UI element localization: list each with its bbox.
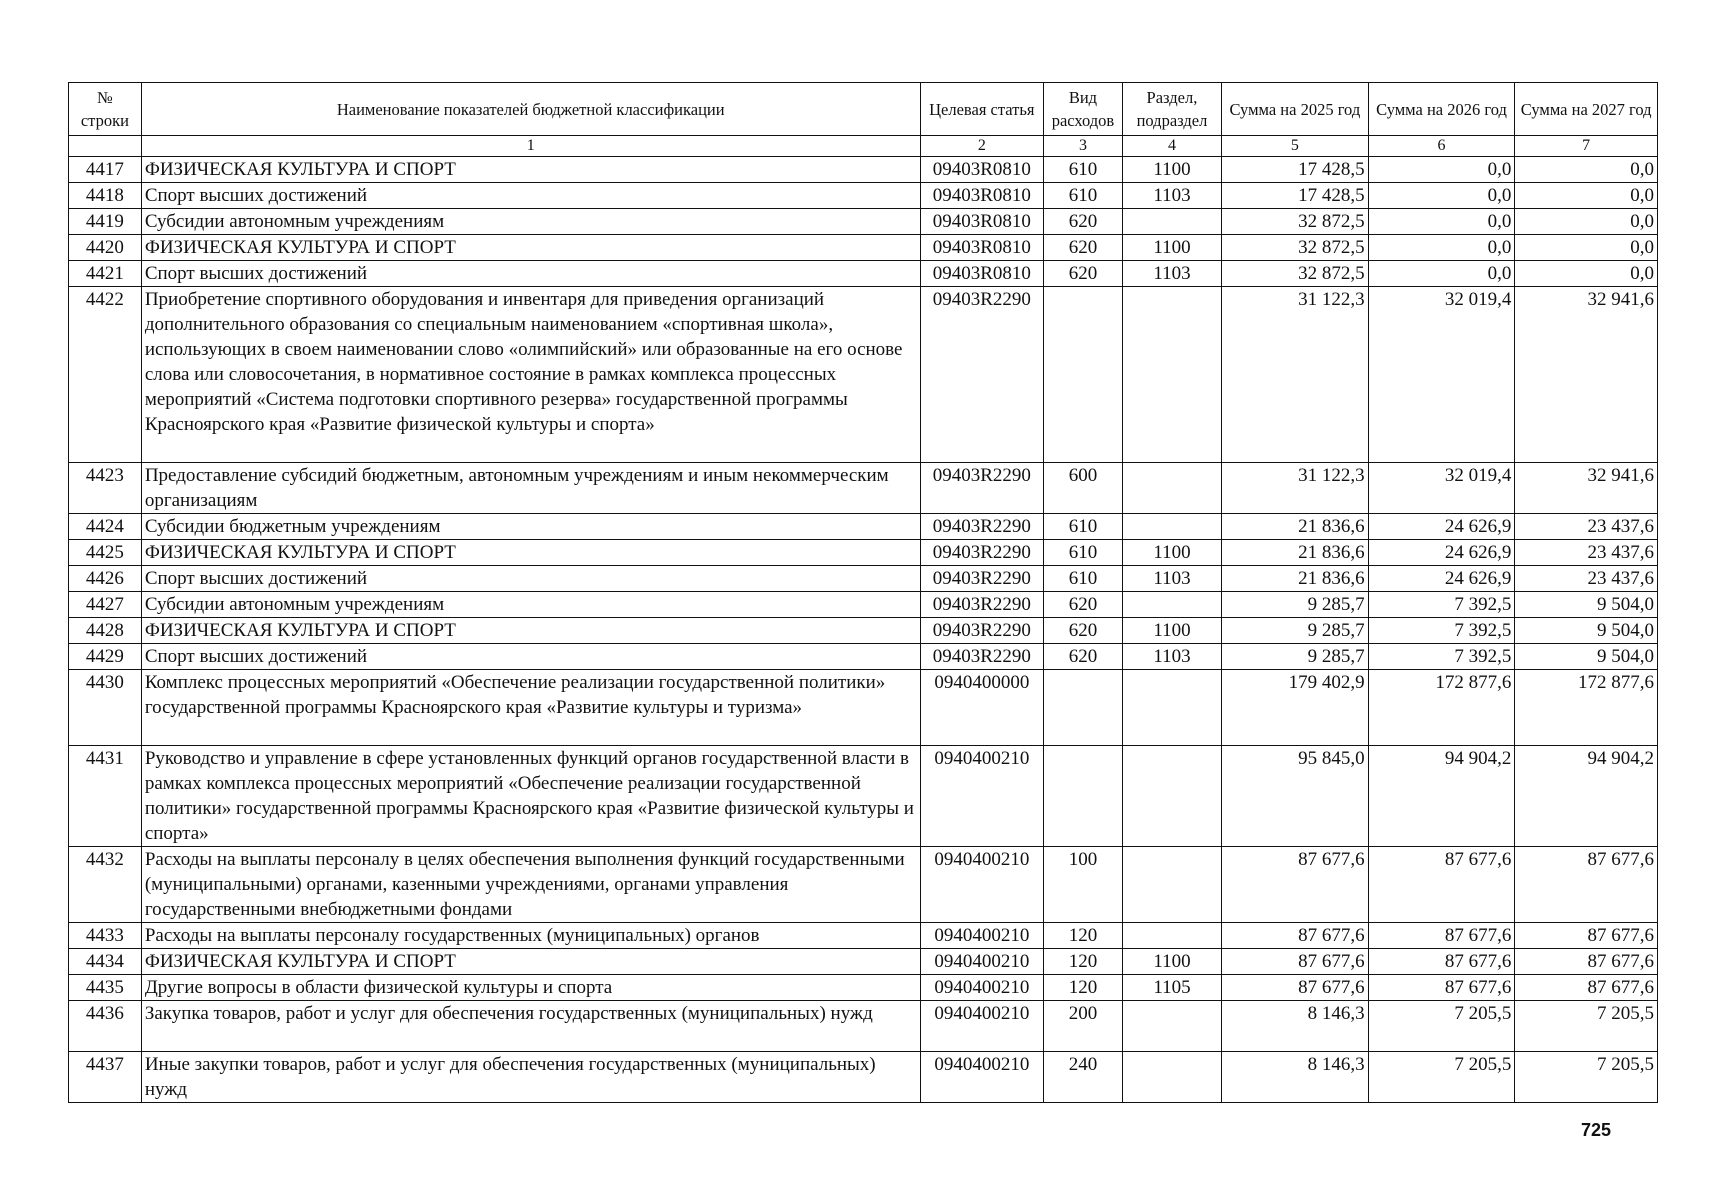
table-row	[69, 670, 1658, 746]
row-type: 610	[1044, 514, 1123, 540]
column-number: 4	[1122, 136, 1221, 157]
row-sum-2027: 0,0	[1515, 261, 1658, 287]
column-number: 7	[1515, 136, 1658, 157]
row-sum-2025: 9 285,7	[1222, 644, 1369, 670]
header-row-no: № строки	[69, 83, 142, 136]
row-sum-2025: 32 872,5	[1222, 235, 1369, 261]
row-sum-2027: 94 904,2	[1515, 746, 1658, 847]
row-sum-2025: 179 402,9	[1222, 670, 1369, 746]
row-name: Расходы на выплаты персоналу в целях обеспечения выполнения функций государственными (муниципальными) органами, казенными учреждениями, органами управления государственными внебюджетными фондами	[141, 847, 920, 923]
row-number: 4437	[69, 1052, 142, 1103]
row-sum-2025: 31 122,3	[1222, 463, 1369, 514]
row-name: ФИЗИЧЕСКАЯ КУЛЬТУРА И СПОРТ	[141, 618, 920, 644]
row-type: 620	[1044, 592, 1123, 618]
row-section	[1122, 1052, 1221, 1103]
table-row	[69, 183, 1658, 209]
header-target: Целевая статья	[920, 83, 1043, 136]
row-sum-2025: 87 677,6	[1222, 975, 1369, 1001]
row-sum-2027: 7 205,5	[1515, 1052, 1658, 1103]
row-sum-2026: 172 877,6	[1368, 670, 1515, 746]
row-section: 1100	[1122, 618, 1221, 644]
table-row	[69, 566, 1658, 592]
header-name: Наименование показателей бюджетной классификации	[141, 83, 920, 136]
header-sum-2026: Сумма на 2026 год	[1368, 83, 1515, 136]
row-sum-2027: 23 437,6	[1515, 540, 1658, 566]
row-type: 100	[1044, 847, 1123, 923]
row-target: 0940400210	[920, 746, 1043, 847]
row-section	[1122, 463, 1221, 514]
row-target: 09403R2290	[920, 618, 1043, 644]
row-number: 4434	[69, 949, 142, 975]
row-sum-2026: 0,0	[1368, 209, 1515, 235]
row-number: 4417	[69, 157, 142, 183]
table-row	[69, 644, 1658, 670]
row-section	[1122, 209, 1221, 235]
row-sum-2027: 9 504,0	[1515, 644, 1658, 670]
row-sum-2026: 7 205,5	[1368, 1001, 1515, 1052]
row-section: 1103	[1122, 261, 1221, 287]
row-sum-2027: 172 877,6	[1515, 670, 1658, 746]
budget-table	[68, 82, 1658, 1103]
row-sum-2027: 7 205,5	[1515, 1001, 1658, 1052]
row-target: 09403R0810	[920, 183, 1043, 209]
row-type: 620	[1044, 261, 1123, 287]
row-target: 09403R2290	[920, 463, 1043, 514]
row-target: 0940400210	[920, 847, 1043, 923]
row-name: Субсидии автономным учреждениям	[141, 209, 920, 235]
row-type	[1044, 287, 1123, 463]
row-name: Субсидии бюджетным учреждениям	[141, 514, 920, 540]
row-section	[1122, 847, 1221, 923]
row-target: 0940400210	[920, 949, 1043, 975]
table-row	[69, 235, 1658, 261]
row-target: 09403R2290	[920, 644, 1043, 670]
row-type: 620	[1044, 235, 1123, 261]
row-type: 620	[1044, 209, 1123, 235]
row-sum-2025: 87 677,6	[1222, 847, 1369, 923]
column-number: 6	[1368, 136, 1515, 157]
row-section	[1122, 514, 1221, 540]
row-number: 4435	[69, 975, 142, 1001]
row-sum-2027: 87 677,6	[1515, 949, 1658, 975]
row-name: Руководство и управление в сфере установленных функций органов государственной власти в рамках комплекса процессных мероприятий «Обеспечение реализации государственной политики» государственной программы Красноярского края «Развитие физической культуры и спорта»	[141, 746, 920, 847]
row-section	[1122, 1001, 1221, 1052]
row-sum-2026: 0,0	[1368, 235, 1515, 261]
table-row	[69, 540, 1658, 566]
row-section	[1122, 746, 1221, 847]
table-row	[69, 975, 1658, 1001]
row-target: 0940400210	[920, 975, 1043, 1001]
row-type: 610	[1044, 566, 1123, 592]
row-name: Спорт высших достижений	[141, 261, 920, 287]
row-sum-2025: 8 146,3	[1222, 1052, 1369, 1103]
row-type: 620	[1044, 644, 1123, 670]
row-type: 600	[1044, 463, 1123, 514]
row-section: 1100	[1122, 235, 1221, 261]
row-type: 240	[1044, 1052, 1123, 1103]
page-number: 725	[1580, 1120, 1611, 1140]
row-target: 09403R2290	[920, 287, 1043, 463]
header-type: Вид расходов	[1044, 83, 1123, 136]
row-sum-2025: 32 872,5	[1222, 209, 1369, 235]
row-sum-2027: 23 437,6	[1515, 514, 1658, 540]
table-row	[69, 923, 1658, 949]
row-sum-2025: 21 836,6	[1222, 514, 1369, 540]
row-number: 4432	[69, 847, 142, 923]
row-number: 4427	[69, 592, 142, 618]
row-number: 4420	[69, 235, 142, 261]
table-row	[69, 514, 1658, 540]
row-name: Спорт высших достижений	[141, 566, 920, 592]
row-target: 09403R0810	[920, 235, 1043, 261]
row-section: 1100	[1122, 949, 1221, 975]
row-sum-2026: 87 677,6	[1368, 975, 1515, 1001]
table-row	[69, 209, 1658, 235]
row-sum-2025: 21 836,6	[1222, 540, 1369, 566]
row-sum-2025: 17 428,5	[1222, 183, 1369, 209]
row-sum-2026: 0,0	[1368, 157, 1515, 183]
column-number: 2	[920, 136, 1043, 157]
table-row	[69, 261, 1658, 287]
table-row	[69, 746, 1658, 847]
row-target: 09403R0810	[920, 261, 1043, 287]
row-number: 4418	[69, 183, 142, 209]
row-target: 0940400210	[920, 1001, 1043, 1052]
row-name: ФИЗИЧЕСКАЯ КУЛЬТУРА И СПОРТ	[141, 235, 920, 261]
row-type: 610	[1044, 183, 1123, 209]
row-number: 4428	[69, 618, 142, 644]
row-sum-2026: 94 904,2	[1368, 746, 1515, 847]
row-sum-2027: 9 504,0	[1515, 618, 1658, 644]
row-sum-2026: 24 626,9	[1368, 514, 1515, 540]
row-number: 4425	[69, 540, 142, 566]
row-target: 09403R0810	[920, 157, 1043, 183]
row-target: 09403R2290	[920, 592, 1043, 618]
row-number: 4419	[69, 209, 142, 235]
row-name: Расходы на выплаты персоналу государственных (муниципальных) органов	[141, 923, 920, 949]
row-type: 120	[1044, 949, 1123, 975]
row-sum-2026: 7 392,5	[1368, 644, 1515, 670]
row-sum-2027: 32 941,6	[1515, 463, 1658, 514]
table-row	[69, 1052, 1658, 1103]
row-number: 4422	[69, 287, 142, 463]
table-row	[69, 618, 1658, 644]
row-name: Спорт высших достижений	[141, 644, 920, 670]
table-row	[69, 949, 1658, 975]
table-row	[69, 463, 1658, 514]
row-sum-2027: 0,0	[1515, 235, 1658, 261]
row-number: 4423	[69, 463, 142, 514]
row-type: 200	[1044, 1001, 1123, 1052]
row-sum-2027: 87 677,6	[1515, 923, 1658, 949]
row-name: ФИЗИЧЕСКАЯ КУЛЬТУРА И СПОРТ	[141, 540, 920, 566]
row-section	[1122, 592, 1221, 618]
column-number: 5	[1222, 136, 1369, 157]
row-type	[1044, 746, 1123, 847]
table-row	[69, 847, 1658, 923]
row-type: 610	[1044, 540, 1123, 566]
row-section: 1100	[1122, 540, 1221, 566]
row-name: Приобретение спортивного оборудования и инвентаря для приведения организаций дополнительного образования со специальным наименованием «спортивная школа», использующих в своем наименовании слово «олимпийский» или образованные на его основе слова или словосочетания, в нормативное состояние в рамках комплекса процессных мероприятий «Система подготовки спортивного резерва» государственной программы Красноярского края «Развитие физической культуры и спорта»	[141, 287, 920, 463]
row-target: 09403R2290	[920, 540, 1043, 566]
row-sum-2025: 9 285,7	[1222, 618, 1369, 644]
row-sum-2027: 0,0	[1515, 183, 1658, 209]
row-target: 0940400000	[920, 670, 1043, 746]
table-row	[69, 157, 1658, 183]
row-sum-2027: 9 504,0	[1515, 592, 1658, 618]
row-sum-2025: 9 285,7	[1222, 592, 1369, 618]
row-sum-2026: 32 019,4	[1368, 463, 1515, 514]
column-number: 1	[141, 136, 920, 157]
row-type: 610	[1044, 157, 1123, 183]
row-name: ФИЗИЧЕСКАЯ КУЛЬТУРА И СПОРТ	[141, 157, 920, 183]
row-target: 09403R2290	[920, 566, 1043, 592]
row-name: Субсидии автономным учреждениям	[141, 592, 920, 618]
row-sum-2027: 0,0	[1515, 209, 1658, 235]
row-target: 0940400210	[920, 923, 1043, 949]
row-section	[1122, 670, 1221, 746]
row-sum-2025: 8 146,3	[1222, 1001, 1369, 1052]
row-number: 4431	[69, 746, 142, 847]
header-sum-2025: Сумма на 2025 год	[1222, 83, 1369, 136]
row-section	[1122, 287, 1221, 463]
row-number: 4424	[69, 514, 142, 540]
row-sum-2026: 7 392,5	[1368, 592, 1515, 618]
row-sum-2026: 7 392,5	[1368, 618, 1515, 644]
row-name: ФИЗИЧЕСКАЯ КУЛЬТУРА И СПОРТ	[141, 949, 920, 975]
row-number: 4426	[69, 566, 142, 592]
row-section: 1105	[1122, 975, 1221, 1001]
table-row	[69, 1001, 1658, 1052]
row-section: 1103	[1122, 566, 1221, 592]
row-section	[1122, 923, 1221, 949]
row-sum-2027: 23 437,6	[1515, 566, 1658, 592]
row-type	[1044, 670, 1123, 746]
row-sum-2026: 24 626,9	[1368, 566, 1515, 592]
row-name: Предоставление субсидий бюджетным, автономным учреждениям и иным некоммерческим организациям	[141, 463, 920, 514]
row-sum-2025: 31 122,3	[1222, 287, 1369, 463]
budget-sheet	[68, 82, 1658, 1103]
row-name: Спорт высших достижений	[141, 183, 920, 209]
row-sum-2026: 87 677,6	[1368, 923, 1515, 949]
row-number: 4429	[69, 644, 142, 670]
row-name: Другие вопросы в области физической культуры и спорта	[141, 975, 920, 1001]
row-section: 1103	[1122, 183, 1221, 209]
row-type: 120	[1044, 923, 1123, 949]
column-number	[69, 136, 142, 157]
header-row	[69, 83, 1658, 136]
header-section: Раздел, подраздел	[1122, 83, 1221, 136]
row-name: Иные закупки товаров, работ и услуг для обеспечения государственных (муниципальных) нужд	[141, 1052, 920, 1103]
row-sum-2025: 87 677,6	[1222, 923, 1369, 949]
row-sum-2025: 87 677,6	[1222, 949, 1369, 975]
row-sum-2027: 0,0	[1515, 157, 1658, 183]
row-target: 09403R0810	[920, 209, 1043, 235]
row-sum-2027: 87 677,6	[1515, 975, 1658, 1001]
row-sum-2026: 24 626,9	[1368, 540, 1515, 566]
row-sum-2026: 7 205,5	[1368, 1052, 1515, 1103]
row-sum-2026: 0,0	[1368, 261, 1515, 287]
column-number: 3	[1044, 136, 1123, 157]
row-sum-2026: 32 019,4	[1368, 287, 1515, 463]
row-sum-2027: 32 941,6	[1515, 287, 1658, 463]
column-number-row	[69, 136, 1658, 157]
row-number: 4433	[69, 923, 142, 949]
row-target: 0940400210	[920, 1052, 1043, 1103]
row-sum-2027: 87 677,6	[1515, 847, 1658, 923]
row-name: Закупка товаров, работ и услуг для обеспечения государственных (муниципальных) нужд	[141, 1001, 920, 1052]
row-sum-2026: 87 677,6	[1368, 949, 1515, 975]
table-row	[69, 287, 1658, 463]
row-section: 1103	[1122, 644, 1221, 670]
row-name: Комплекс процессных мероприятий «Обеспечение реализации государственной политики» государственной программы Красноярского края «Развитие культуры и туризма»	[141, 670, 920, 746]
row-section: 1100	[1122, 157, 1221, 183]
row-number: 4421	[69, 261, 142, 287]
row-sum-2025: 21 836,6	[1222, 566, 1369, 592]
header-sum-2027: Сумма на 2027 год	[1515, 83, 1658, 136]
row-sum-2025: 32 872,5	[1222, 261, 1369, 287]
row-type: 120	[1044, 975, 1123, 1001]
row-number: 4436	[69, 1001, 142, 1052]
row-sum-2026: 87 677,6	[1368, 847, 1515, 923]
row-target: 09403R2290	[920, 514, 1043, 540]
row-sum-2025: 95 845,0	[1222, 746, 1369, 847]
row-number: 4430	[69, 670, 142, 746]
row-type: 620	[1044, 618, 1123, 644]
row-sum-2026: 0,0	[1368, 183, 1515, 209]
table-row	[69, 592, 1658, 618]
row-sum-2025: 17 428,5	[1222, 157, 1369, 183]
